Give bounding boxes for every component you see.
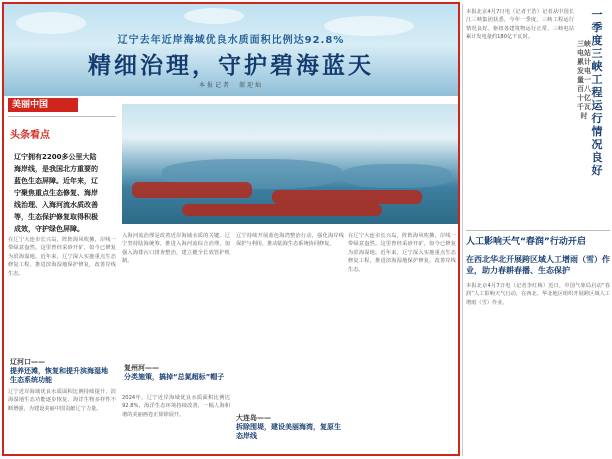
right-article-body: 本报北京4月7日电（记者王浩）记者从中国长江三峡集团获悉，今年一季度，三峡工程运行情况良好。枢纽各建筑物运行正常，三峡电站累计发电量约180亿千瓦时。 <box>466 9 574 41</box>
section-label: 美丽中国 <box>8 98 78 112</box>
right-article-text: 本报北京4月7日电（记者李红梅）近日，中国气象局启动“春润”人工影响天气行动，在西北、华北地区组织开展跨区域人工增雨（雪）作业。 <box>466 283 610 306</box>
hero-subtitle: 辽宁去年近岸海域优良水质面积比例达92.8% <box>117 35 345 46</box>
lead-paragraph: 辽宁拥有2200多公里大陆海岸线，是我国北方重要的蓝色生态屏障。近年来，辽宁聚焦重点生态修复、海岸线治理、入海河流水质改善等，生态保护修复取得积极成效，守护绿色屏障。 <box>14 153 98 233</box>
hero-title: 精细治理，守护碧海蓝天 <box>88 53 374 79</box>
subhead-daliandao <box>236 414 344 441</box>
right-vertical-deck: 三峡电站累计发电量一百八十亿千瓦时 <box>577 40 591 120</box>
subhead-liaohekou <box>10 358 114 385</box>
divider <box>8 116 116 117</box>
article-column-4: 在辽宁大连市长兴岛，阵阵海风吹拂，岸线一带绿意盎然。这里曾经采砂开矿，如今已修复为滨海湿地。近年来，辽宁深入实施重点生态修复工程，推进滨海湿地保护修复，改善岸线生态。 <box>348 233 456 273</box>
subhead-location: 辽河口—— <box>10 358 45 366</box>
subhead-fuzhouhe <box>124 364 228 382</box>
subhead-location: 大连岛—— <box>236 414 271 422</box>
article-column-1: 在辽宁大连市长兴岛，阵阵海风吹拂，岸线一带绿意盎然。这里曾经采砂开矿，如今已修复为滨海湿地。近年来，辽宁深入实施重点生态修复工程，推进滨海湿地保护修复，改善岸线生态。 <box>8 237 116 277</box>
hero-banner <box>4 4 458 96</box>
hero-byline: 本报记者 郝迎灿 <box>198 82 263 89</box>
article-column-1b: 辽宁近岸海域优良水质面积比例持续提升，滨海湿地生态功能逐步恢复，海洋生物多样性不断增强，为建设美丽中国贡献辽宁力量。 <box>8 389 116 412</box>
subhead-location: 复州河—— <box>124 364 159 372</box>
divider <box>466 230 610 231</box>
article-column-3: 辽宁持续开展蓝色海湾整治行动，强化海岸线保护与利用，推动陆海生态系统协同修复。 <box>236 233 344 248</box>
subhead-text: 拆除围堤，建设美丽海湾，复原生态岸线 <box>236 423 341 440</box>
subhead-text: 提养还滩，恢复和提升滨海湿地生态系统功能 <box>10 367 108 384</box>
subhead-text: 分类施策，搞掉“总氮超标”帽子 <box>124 373 225 381</box>
right-article-headline: 人工影响天气“春润”行动开启 <box>466 237 586 247</box>
kicker: 头条看点 <box>10 130 50 141</box>
column-divider <box>462 4 463 456</box>
right-article-deck: 在西北华北开展跨区域人工增雨（雪）作业，助力春耕春播、生态保护 <box>466 255 610 275</box>
right-vertical-title: 一季度三峡工程运行情况良好 <box>591 8 603 177</box>
article-column-2: 入海河流治理是改善近岸海域水质的关键。辽宁坚持陆海统筹，推进入海河流综合治理，加强入海排污口排查整治，建立健全长效管护机制。 <box>122 233 230 265</box>
article-column-2b: 2024年，辽宁近岸海域优良水质面积比例达92.8%，海洋生态环境持续改善，一幅人海和谐的美丽画卷正徐徐展开。 <box>122 395 230 418</box>
wetland-photo <box>122 104 458 224</box>
